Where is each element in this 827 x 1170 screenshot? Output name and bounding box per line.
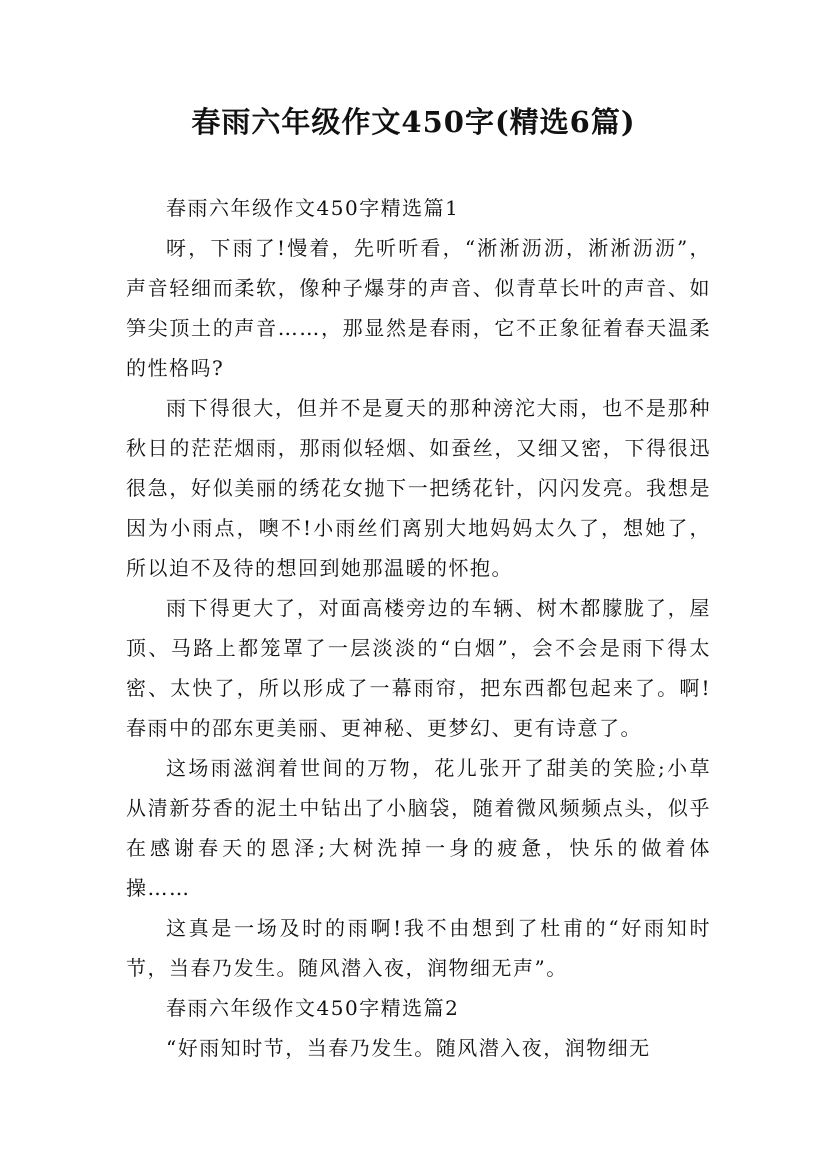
document-body <box>126 188 711 1068</box>
paragraph-6: “好雨知时节，当春乃发生。随风潜入夜，润物细无 <box>166 1036 651 1060</box>
document-title: 春雨六年级作文450字(精选6篇) <box>191 105 636 139</box>
paragraph-4: 这场雨滋润着世间的万物，花儿张开了甜美的笑脸;小草从清新芬香的泥土中钻出了小脑袋，随着微风频频点头，似乎在感谢春天的恩泽;大树洗掉一身的疲惫，快乐的做着体操…… <box>126 756 711 900</box>
paragraph-3: 雨下得更大了，对面高楼旁边的车辆、树木都朦胧了，屋顶、马路上都笼罩了一层淡淡的“白烟”，会不会是雨下得太密、太快了，所以形成了一幕雨帘，把东西都包起来了。啊!春雨中的邵东更美丽、更神秘、更梦幻、更有诗意了。 <box>126 596 711 740</box>
paragraph-2: 雨下得很大，但并不是夏天的那种滂沱大雨，也不是那种秋日的茫茫烟雨，那雨似轻烟、如蚕丝，又细又密，下得很迅很急，好似美丽的绣花女抛下一把绣花针，闪闪发亮。我想是因为小雨点，噢不!小雨丝们离别大地妈妈太久了，想她了，所以迫不及待的想回到她那温暖的怀抱。 <box>126 396 711 580</box>
paragraph-1: 呀，下雨了!慢着，先听听看，“淅淅沥沥，淅淅沥沥”，声音轻细而柔软，像种子爆芽的声音、似青草长叶的声音、如笋尖顶土的声音……，那显然是春雨，它不正象征着春天温柔的性格吗? <box>126 236 711 380</box>
paragraph-5: 这真是一场及时的雨啊!我不由想到了杜甫的“好雨知时节，当春乃发生。随风潜入夜，润物细无声”。 <box>126 916 711 980</box>
section-heading-1: 春雨六年级作文450字精选篇1 <box>166 196 460 220</box>
section-heading-2: 春雨六年级作文450字精选篇2 <box>166 996 460 1020</box>
